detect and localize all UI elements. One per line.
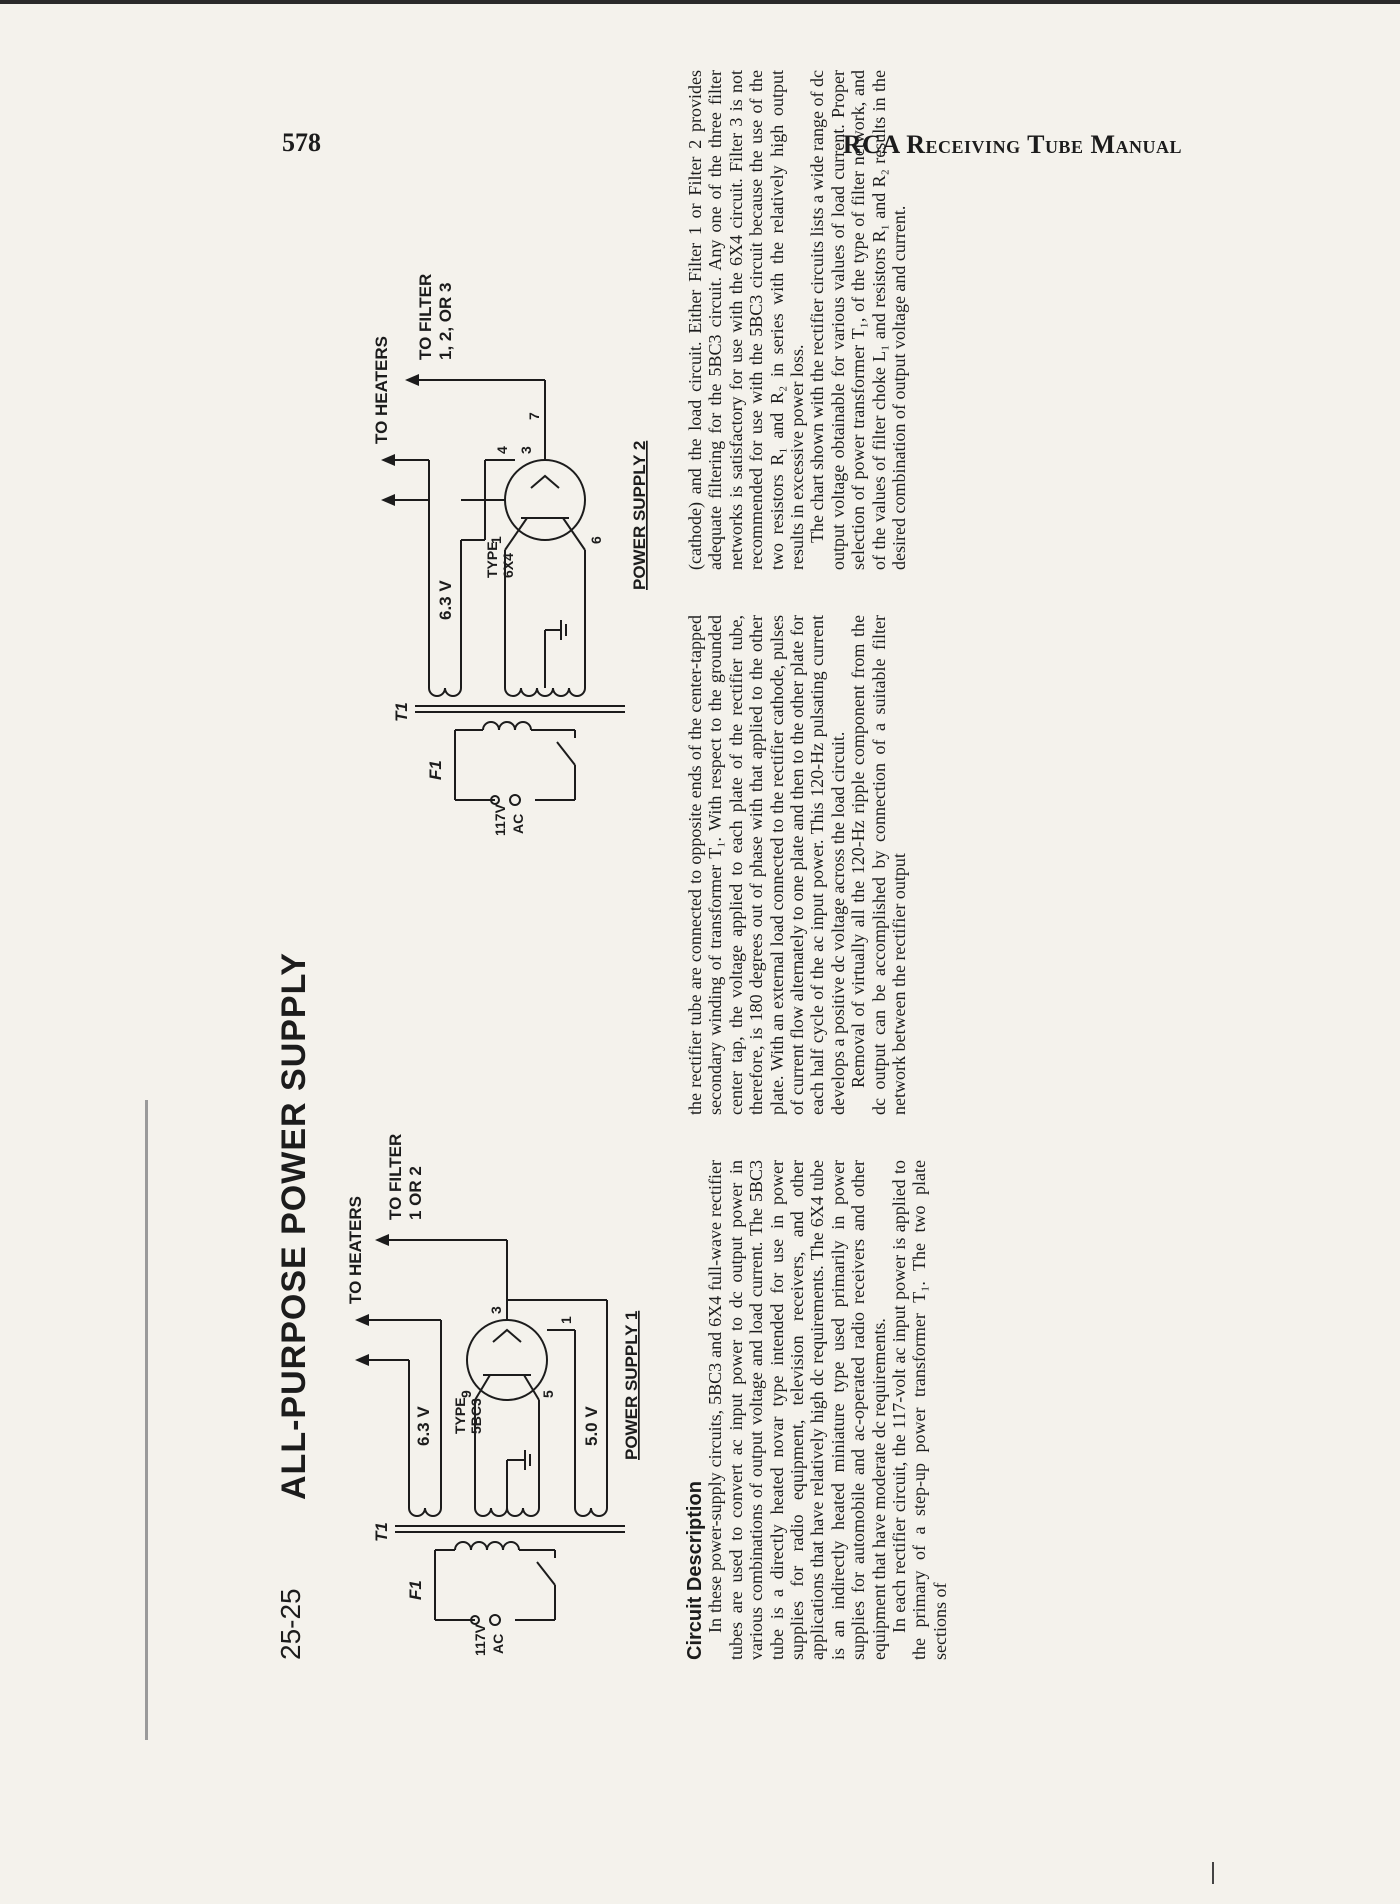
ps2-fuse-label: F1 [426, 760, 445, 780]
ps2-tube-type-number: 6X4 [500, 553, 516, 578]
ps1-filter-label: TO FILTER [386, 1133, 405, 1220]
text-column-1 [685, 1160, 950, 1660]
ps2-pin-1: 1 [488, 536, 504, 544]
ps2-input-117v: 117V [492, 804, 508, 836]
ps2-filter-sub: 1, 2, OR 3 [436, 282, 455, 360]
ps2-caption: POWER SUPPLY 2 [630, 440, 649, 590]
binding-edge-mark [145, 1100, 148, 1740]
ps2-transformer-label: T1 [392, 702, 411, 722]
ps2-tube-type-label: TYPE [484, 541, 500, 578]
ps2-heaters-label: TO HEATERS [372, 336, 391, 444]
ps2-pin-4: 4 [494, 446, 510, 454]
top-rule [0, 0, 1400, 4]
ps1-tube-type-number: 5BC3 [468, 1398, 484, 1434]
ps1-6v3-label: 6.3 V [414, 1406, 433, 1446]
section-heading: Circuit Description [684, 1481, 706, 1660]
col3-paragraph-2: The chart shown with the rectifier circuits lists a wide range of dc output voltage obtainable for various values of load current. Proper selection of power transformer T₁, of the type of filter network, and of the values of filter choke L₁ and resistors R₁ and R₂ results in the desired combination of output voltage and current. [807, 70, 910, 570]
ps1-caption: POWER SUPPLY 1 [622, 1310, 641, 1460]
ps1-pin-9: 9 [458, 1390, 474, 1398]
text-column-2 [685, 615, 909, 1115]
ps1-pin-5: 5 [540, 1390, 556, 1398]
ps1-input-ac: AC [490, 1633, 506, 1654]
schematic-power-supply-2 [355, 80, 655, 840]
schematic-power-supply-1 [325, 940, 645, 1660]
ps2-pin-6: 6 [588, 536, 604, 544]
ps2-filter-label: TO FILTER [416, 273, 435, 360]
ps2-input-ac: AC [510, 813, 526, 834]
figure-code: 25-25 [275, 1588, 306, 1660]
ps1-input-117v: 117V [472, 1624, 488, 1656]
col1-paragraph-1: In these power-supply circuits, 5BC3 and 6X4 full-wave rectifier tubes are used to convert ac input power to dc output power in various combinations of output voltage and load current. The 5BC3 tube is a directly heated novar type intended for use in power supplies for radio equipment, television receivers, and other applications that have relatively high dc requirements. The 6X4 tube is an indirectly heated miniature type used primarily in power supplies for automobile and ac-operated radio receivers and other equipment that have moderate dc requirements. [705, 1160, 889, 1660]
ps2-pin-7: 7 [526, 412, 542, 420]
ps1-fuse-label: F1 [406, 1580, 425, 1600]
rotated-page-content [275, 40, 1195, 1660]
ps1-heaters-label: TO HEATERS [346, 1196, 365, 1304]
ps1-transformer-label: T1 [372, 1522, 391, 1542]
ps2-pin-3: 3 [518, 446, 534, 454]
running-title: RCA Receiving Tube Manual [842, 130, 1182, 159]
ps1-tube-type-label: TYPE [452, 1397, 468, 1434]
ps1-pin-1: 1 [558, 1316, 574, 1324]
ps2-6v3-label: 6.3 V [436, 580, 455, 620]
col2-paragraph-2: Removal of virtually all the 120-Hz ripple component from the dc output can be accomplished by connection of a suitable filter network between the rectifier output [848, 615, 910, 1115]
bottom-scan-mark [1212, 1862, 1214, 1884]
col3-paragraph-1: (cathode) and the load circuit. Either Filter 1 or Filter 2 provides adequate filtering for the 5BC3 circuit. Any one of the three filter networks is satisfactory for use with the 6X4 circuit. Filter 3 is not recommended for use with the 5BC3 circuit because the use of the two resistors R₁ and R₂ in series with the relatively high output results in excessive power loss. [685, 70, 808, 570]
ps1-5v0-label: 5.0 V [582, 1406, 601, 1446]
col2-paragraph-1: the rectifier tube are connected to opposite ends of the center-tapped secondary winding of transformer T₁. With respect to the grounded center tap, the voltage applied to each plate of the rectifier tube, therefore, is 180 degrees out of phase with that applied to the other plate. With an external load connected to the rectifier cathode, pulses of current flow alternately to one plate and then to the other plate for each half cycle of the ac input power. This 120-Hz pulsating current develops a positive dc voltage across the load circuit. [685, 615, 848, 1115]
text-column-3 [685, 70, 909, 570]
col1-paragraph-2: In each rectifier circuit, the 117-volt ac input power is applied to the primary of a step-up power transformer T₁. The two plate sections of [889, 1160, 950, 1660]
page-number: 578 [282, 128, 321, 157]
ps1-filter-sub: 1 OR 2 [406, 1166, 425, 1220]
ps1-pin-3: 3 [488, 1306, 504, 1314]
figure-title: ALL-PURPOSE POWER SUPPLY [275, 952, 313, 1500]
